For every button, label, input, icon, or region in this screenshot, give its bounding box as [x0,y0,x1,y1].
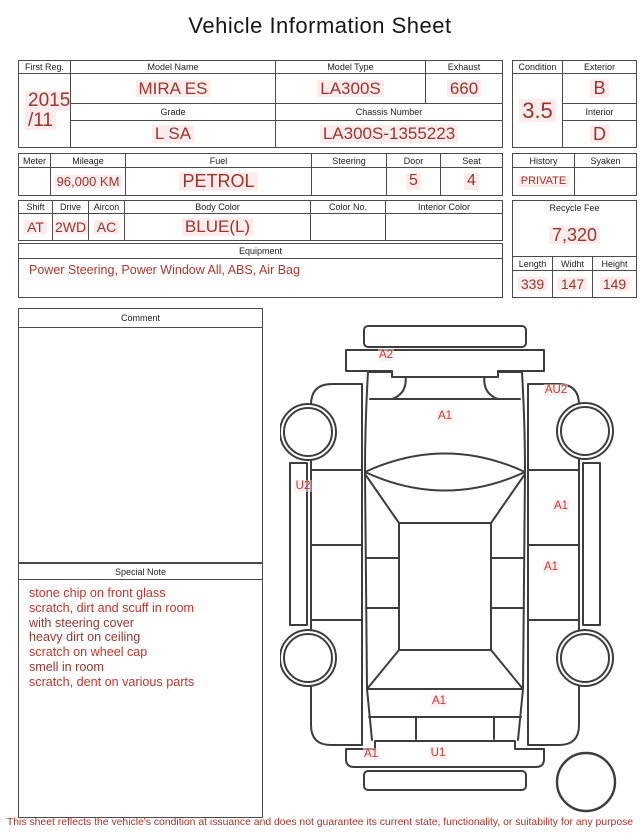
exterior-value: B [563,74,636,104]
special-note-line: heavy dirt on ceiling [29,630,141,645]
disclaimer-text: This sheet reflects the vehicle's condition at issuance and does not guarantee its current state, functionality, or suitability for any purpose [6,817,634,828]
damage-mark: AU2 [544,384,568,396]
mileage-header: Mileage [51,154,126,168]
damage-mark: A1 [553,500,569,512]
equipment-header: Equipment [19,244,502,259]
comment-header: Comment [19,309,262,328]
mileage-value: 96,000 KM [51,168,126,195]
recycle-dimension-table [512,200,637,298]
steering-header: Steering [312,154,387,168]
equipment-value: Power Steering, Power Window All, ABS, Air Bag [29,263,300,277]
equipment-box [18,243,503,298]
special-note-panel [18,563,263,818]
shift-value: AT [19,214,53,240]
chassis-header: Chassis Number [276,104,502,121]
aircon-value: AC [89,214,125,240]
shift-header: Shift [19,201,53,214]
special-note-body [19,580,262,690]
spare-tire [557,753,615,811]
recycle-fee-header: Recycle Fee [549,202,600,213]
width-value: 147 [553,271,593,297]
windshield [365,454,525,491]
main-spec-table [18,60,503,148]
model-type-value: LA300S [276,74,426,104]
interior-color-header: Interior Color [386,201,502,214]
wheel-front-left [280,404,336,460]
comment-panel [18,308,263,563]
height-value: 149 [593,271,636,297]
special-note-line: stone chip on front glass [29,586,166,600]
damage-mark: A2 [378,349,394,361]
front-bumper-strip [364,326,526,347]
length-value: 339 [513,271,553,297]
first-reg-value: 2015 /11 [19,74,71,147]
interior-header: Interior [563,104,636,121]
condition-header: Condition [513,61,563,74]
history-table [512,153,637,196]
damage-mark: A1 [431,695,447,707]
condition-value: 3.5 [513,74,563,147]
syaken-header: Syaken [575,154,636,168]
seat-value: 4 [441,168,502,195]
chassis-value: LA300S-1355223 [276,121,502,147]
meter-header: Meter [19,154,51,168]
damage-mark: A1 [437,410,453,422]
drivetrain-table [18,200,503,241]
color-no-header: Color No. [311,201,386,214]
door-header: Door [387,154,441,168]
syaken-value [575,168,636,195]
damage-mark: U1 [430,747,446,759]
rear-bumper-strip [364,771,526,790]
history-header: History [513,154,575,168]
condition-table [512,60,637,148]
recycle-fee-value: 7,320 [513,214,636,257]
color-no-value [311,214,386,240]
damage-mark: A1 [543,561,559,573]
body-color-value: BLUE(L) [125,214,311,240]
drive-value: 2WD [53,214,89,240]
special-note-line: scratch, dirt and scuff in room [29,600,194,615]
mileage-table [18,153,503,196]
car-body-outline [365,372,525,740]
seat-header: Seat [441,154,502,168]
car-damage-diagram [280,310,640,830]
wheel-front-right [557,403,613,459]
car-top-view-drawing [280,310,640,830]
interior-color-value [386,214,502,240]
drive-header: Drive [53,201,89,214]
exhaust-header: Exhaust [426,61,502,74]
wheel-rear-left [280,630,336,686]
grade-header: Grade [71,104,276,121]
wheel-rear-right [557,630,613,686]
height-header: Height [593,257,636,271]
length-header: Length [513,257,553,271]
first-reg-header: First Reg. [19,61,71,74]
fuel-header: Fuel [126,154,312,168]
width-header: Widht [553,257,593,271]
special-note-line: scratch, dent on various parts [29,674,195,689]
right-rocker-strip [583,463,600,625]
damage-mark: U2 [295,480,311,492]
aircon-header: Aircon [89,201,125,214]
special-note-line: smell in room [29,659,104,674]
special-note-line: with steering cover [29,615,134,630]
meter-value [19,168,51,195]
history-value: PRIVATE [513,168,575,195]
model-name-header: Model Name [71,61,276,74]
page-title: Vehicle Information Sheet [188,13,452,38]
body-color-header: Body Color [125,201,311,214]
special-note-header: Special Note [19,564,262,580]
exhaust-value: 660 [426,74,502,104]
fuel-value: PETROL [126,168,312,195]
exterior-header: Exterior [563,61,636,74]
damage-mark: A1 [363,748,379,760]
special-note-line: scratch on wheel cap [29,645,148,660]
door-value: 5 [387,168,441,195]
comment-body [19,328,262,334]
model-name-value: MIRA ES [71,74,276,104]
model-type-header: Model Type [276,61,426,74]
grade-value: L SA [71,121,276,147]
interior-value: D [563,121,636,147]
steering-value [312,168,387,195]
